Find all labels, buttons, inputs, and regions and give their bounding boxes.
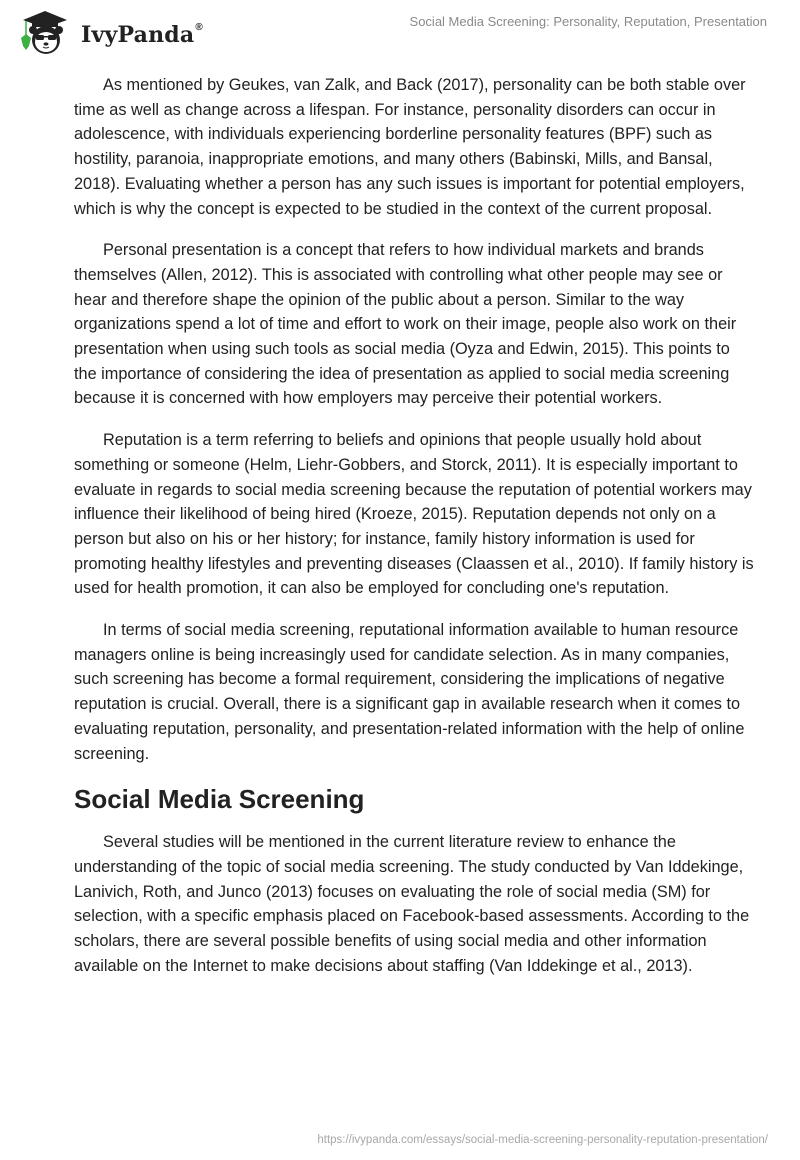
paragraph-presentation: Personal presentation is a concept that refers to how individual markets and brands themselves (Allen, 2012). This is associated with controlling what other people may see or hear and therefore shape the opinion of the public about a person. Similar to the way organizations spend a lot of time and effort to work on their image, people also work on their presentation when using such tools as social media (Oyza and Edwin, 2015). This points to the importance of considering the idea of presentation as applied to social media screening because it is concerned with how employers may perceive their potential workers. — [74, 241, 737, 408]
source-url[interactable]: https://ivypanda.com/essays/social-media-screening-personality-reputation-presentation/ — [317, 1134, 768, 1146]
ivypanda-logo[interactable] — [17, 8, 203, 56]
panda-graduate-icon — [17, 8, 73, 56]
brand-name: IvyPanda® — [81, 22, 203, 48]
paragraph-reputation: Reputation is a term referring to beliefs and opinions that people usually hold about something or someone (Helm, Liehr-Gobbers, and Storck, 2011). It is especially important to evaluate in regards to social media screening because the reputation of potential workers may influence their likelihood of being hired (Kroeze, 2015). Reputation depends not only on a person but also on his or her history; for instance, family history information is used for promoting healthy lifestyles and preventing diseases (Claassen et al., 2010). If family history is used for health promotion, it can also be employed for concluding one's reputation. — [74, 431, 754, 598]
paragraph-personality: As mentioned by Geukes, van Zalk, and Back (2017), personality can be both stable over time as well as change across a lifespan. For instance, personality disorders can occur in adolescence, with individuals experiencing borderline personality features (BPF) such as hostility, paranoia, inappropriate emotions, and many others (Babinski, Mills, and Bansal, 2018). Evaluating whether a person has any such issues is important for potential employers, which is why the concept is expected to be studied in the context of the current proposal. — [74, 76, 746, 218]
section-heading: Social Media Screening — [74, 784, 365, 815]
document-title: Social Media Screening: Personality, Reputation, Presentation — [409, 14, 767, 29]
paragraph-studies: Several studies will be mentioned in the current literature review to enhance the understanding of the topic of social media screening. The study conducted by Van Iddekinge, Lanivich, Roth, and Junco (2013) focuses on evaluating the role of social media (SM) for selection, with a specific emphasis placed on Facebook-based assessments. According to the scholars, there are several possible benefits of using social media and other information available on the Internet to make decisions about staffing (Van Iddekinge et al., 2013). — [74, 833, 750, 975]
article-body — [74, 73, 754, 996]
page-header — [0, 0, 800, 60]
paragraph-screening-gap: In terms of social media screening, reputational information available to human resource managers online is being increasingly used for candidate selection. As in many companies, such screening has become a formal requirement, considering the implications of negative reputation is crucial. Overall, there is a significant gap in available research when it comes to evaluating reputation, personality, and presentation-related information with the help of online screening. — [74, 621, 745, 763]
